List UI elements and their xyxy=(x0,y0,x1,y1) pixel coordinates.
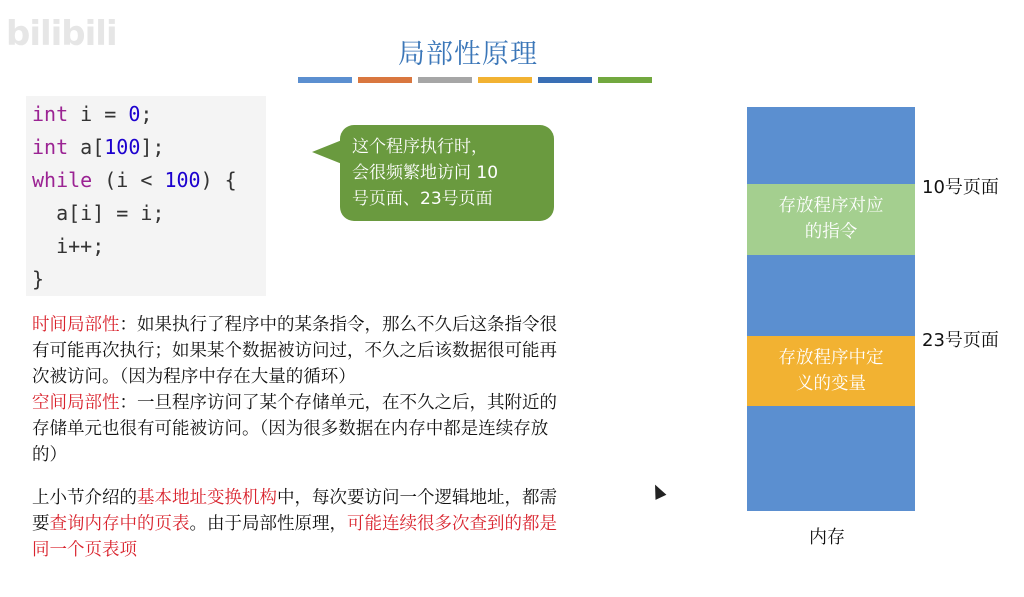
bilibili-watermark: bilibili xyxy=(6,14,117,54)
title-color-bar-2 xyxy=(358,77,412,83)
bubble-line-1: 这个程序执行时， xyxy=(352,137,488,157)
code-line-4: a[i] = i; xyxy=(32,201,165,225)
code-line-6: } xyxy=(32,267,45,291)
title-color-bar-1 xyxy=(298,77,352,83)
code-line-1: int i = 0; xyxy=(32,102,153,126)
memory-variable-segment: 存放程序中定 义的变量 xyxy=(747,336,915,406)
address-translation-term: 基本地址变换机构 xyxy=(137,488,277,508)
code-panel xyxy=(26,96,266,296)
title-color-bar-6 xyxy=(598,77,652,83)
bubble-line-2: 会很频繁地访问 10 xyxy=(352,163,499,183)
page-10-label: 10号页面 xyxy=(922,177,999,198)
title-color-bar-3 xyxy=(418,77,472,83)
memory-block xyxy=(747,107,915,511)
code-line-2: int a[100]; xyxy=(32,135,165,159)
page-table-lookup-term: 查询内存中的页表 xyxy=(49,514,190,534)
same-page-entry-term: 同一个页表项 xyxy=(32,540,137,560)
bubble-line-3: 号页面、23号页面 xyxy=(352,189,493,209)
code-line-5: i++; xyxy=(32,234,105,258)
speech-bubble-tail xyxy=(312,140,342,164)
temporal-locality-term: 时间局部性 xyxy=(32,315,120,335)
spatial-locality-paragraph: 空间局部性：一旦程序访问了某个存储单元，在不久之后，其附近的 存储单元也很有可能被访问。（因为很多数据在内存中都是连续存放 的） xyxy=(32,393,557,465)
title-color-bar-4 xyxy=(478,77,532,83)
temporal-locality-paragraph: 时间局部性：如果执行了程序中的某条指令，那么不久后这条指令很 有可能再次执行；如果某个数据被访问过，不久之后该数据很可能再 次被访问。（因为程序中存在大量的循环） xyxy=(32,315,557,387)
title-color-bar-5 xyxy=(538,77,592,83)
summary-paragraph: 上小节介绍的基本地址变换机构中，每次要访问一个逻辑地址，都需 要查询内存中的页表。由于局部性原理，可能连续很多次查到的都是 同一个页表项 xyxy=(32,488,557,560)
page-23-label: 23号页面 xyxy=(922,330,999,351)
code-line-3: while (i < 100) { xyxy=(32,168,237,192)
speech-bubble xyxy=(340,125,554,221)
slide-title: 局部性原理 xyxy=(398,39,538,70)
memory-label: 内存 xyxy=(809,527,845,548)
spatial-locality-term: 空间局部性 xyxy=(32,393,120,413)
memory-instruction-segment: 存放程序对应 的指令 xyxy=(747,184,915,255)
